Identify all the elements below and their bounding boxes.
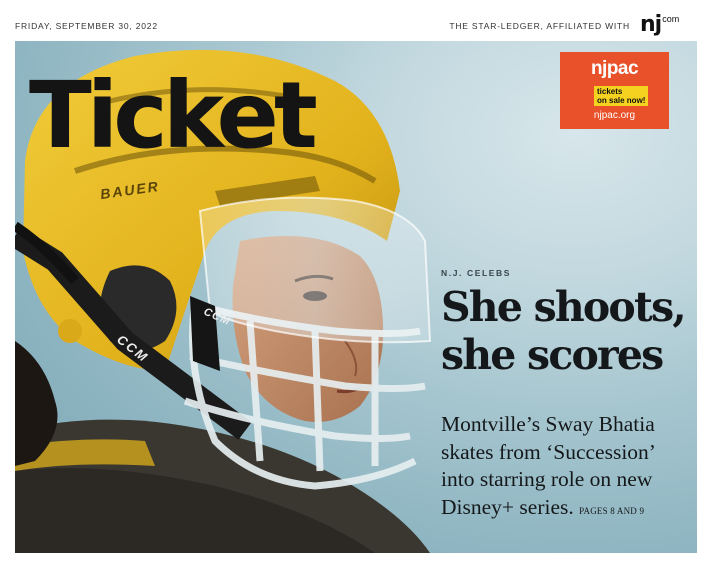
- dek-line-4-text: Disney+ series.: [441, 494, 574, 519]
- ticket-sale-tag: [594, 86, 648, 106]
- helmet-brand: BAUER: [99, 177, 161, 203]
- njpac-ad[interactable]: [560, 52, 669, 129]
- tag-line-1: tickets: [597, 87, 623, 96]
- dek-line-4: [441, 494, 706, 526]
- tag-line-2: on sale now!: [597, 96, 646, 105]
- top-bar: [0, 0, 720, 40]
- affiliation-line: THE STAR-LEDGER, AFFILIATED WITH: [449, 21, 630, 31]
- nj-logo-mark: nj: [640, 12, 662, 37]
- page-reference[interactable]: PAGES 8 AND 9: [579, 505, 645, 516]
- story-dek: [441, 411, 706, 525]
- masthead-title: Ticket: [29, 62, 313, 169]
- visor-band-brand: CCM: [201, 305, 233, 329]
- dek-line-2: skates from ‘Succession’: [441, 439, 656, 464]
- nj-logo-suffix: com: [662, 14, 680, 24]
- njpac-logo: njpac: [590, 58, 639, 79]
- headline-line-1: She shoots,: [441, 283, 685, 331]
- issue-date: FRIDAY, SEPTEMBER 30, 2022: [15, 21, 158, 31]
- dek-line-1: Montville’s Sway Bhatia: [441, 412, 655, 436]
- nj-com-logo[interactable]: [640, 13, 679, 37]
- section-kicker: N.J. CELEBS: [441, 268, 512, 278]
- dek-line-3: into starring role on new: [441, 467, 653, 491]
- headline-line-2: she scores: [441, 331, 663, 379]
- chin-strap-brand: CCM: [114, 331, 152, 366]
- story-headline[interactable]: [441, 283, 701, 379]
- njpac-url: njpac.org: [593, 110, 636, 121]
